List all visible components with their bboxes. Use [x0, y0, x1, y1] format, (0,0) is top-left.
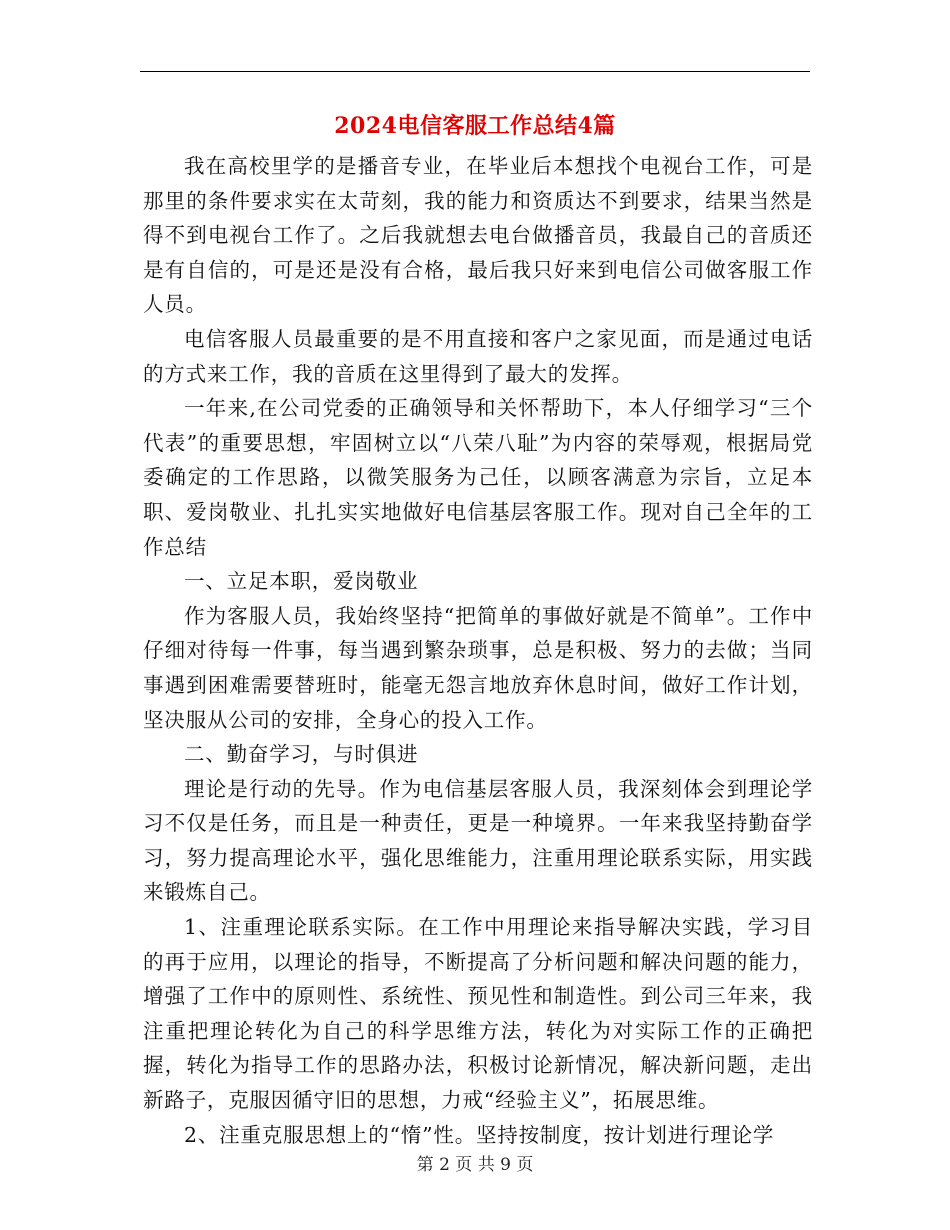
body-paragraph: 我在高校里学的是播音专业，在毕业后本想找个电视台工作，可是那里的条件要求实在太苛刻，我的能力和资质达不到要求，结果当然是得不到电视台工作了。之后我就想去电台做播音员，我最自己的音质还是有自信的，可是还是没有合格，最后我只好来到电信公司做客服工作人员。 — [143, 154, 813, 317]
document-body — [143, 149, 813, 1152]
body-paragraph: 1、注重理论联系实际。在工作中用理论来指导解决实践，学习目的再于应用，以理论的指导，不断提高了分析问题和解决问题的能力，增强了工作中的原则性、系统性、预见性和制造性。到公司三年来，我注重把理论转化为自己的科学思维方法，转化为对实际工作的正确把握，转化为指导工作的思路办法，积极讨论新情况，解决新问题，走出新路子，克服因循守旧的思想，力戒“经验主义”，拓展思维。 — [143, 915, 813, 1113]
body-paragraph: 电信客服人员最重要的是不用直接和客户之家见面，而是通过电话的方式来工作，我的音质在这里得到了最大的发挥。 — [143, 326, 813, 386]
section-heading: 一、立足本职，爱岗敬业 — [184, 569, 419, 594]
body-paragraph: 作为客服人员，我始终坚持“把简单的事做好就是不简单”。工作中仔细对待每一件事，每当遇到繁杂琐事，总是积极、努力的去做；当同事遇到困难需要替班时，能毫无怨言地放弃休息时间，做好工作计划，坚决服从公司的安排，全身心的投入工作。 — [143, 603, 813, 732]
body-paragraph: 理论是行动的先导。作为电信基层客服人员，我深刻体会到理论学习不仅是任务，而且是一种责任，更是一种境界。一年来我坚持勤奋学习，努力提高理论水平，强化思维能力，注重用理论联系实际，用实践来锻炼自己。 — [143, 776, 813, 905]
header-rule — [140, 71, 810, 72]
section-heading: 二、勤奋学习，与时俱进 — [184, 742, 419, 767]
document-title: 2024电信客服工作总结4篇 — [334, 113, 616, 139]
body-paragraph: 2、注重克服思想上的“惰”性。坚持按制度，按计划进行理论学 — [184, 1122, 775, 1147]
page-footer: 第 2 页 共 9 页 — [416, 1155, 534, 1175]
body-paragraph: 一年来,在公司党委的正确领导和关怀帮助下，本人仔细学习“三个代表”的重要思想，牢固树立以“八荣八耻”为内容的荣辱观，根据局党委确定的工作思路，以微笑服务为己任，以顾客满意为宗旨，立足本职、爱岗敬业、扎扎实实地做好电信基层客服工作。现对自己全年的工作总结 — [143, 396, 813, 559]
